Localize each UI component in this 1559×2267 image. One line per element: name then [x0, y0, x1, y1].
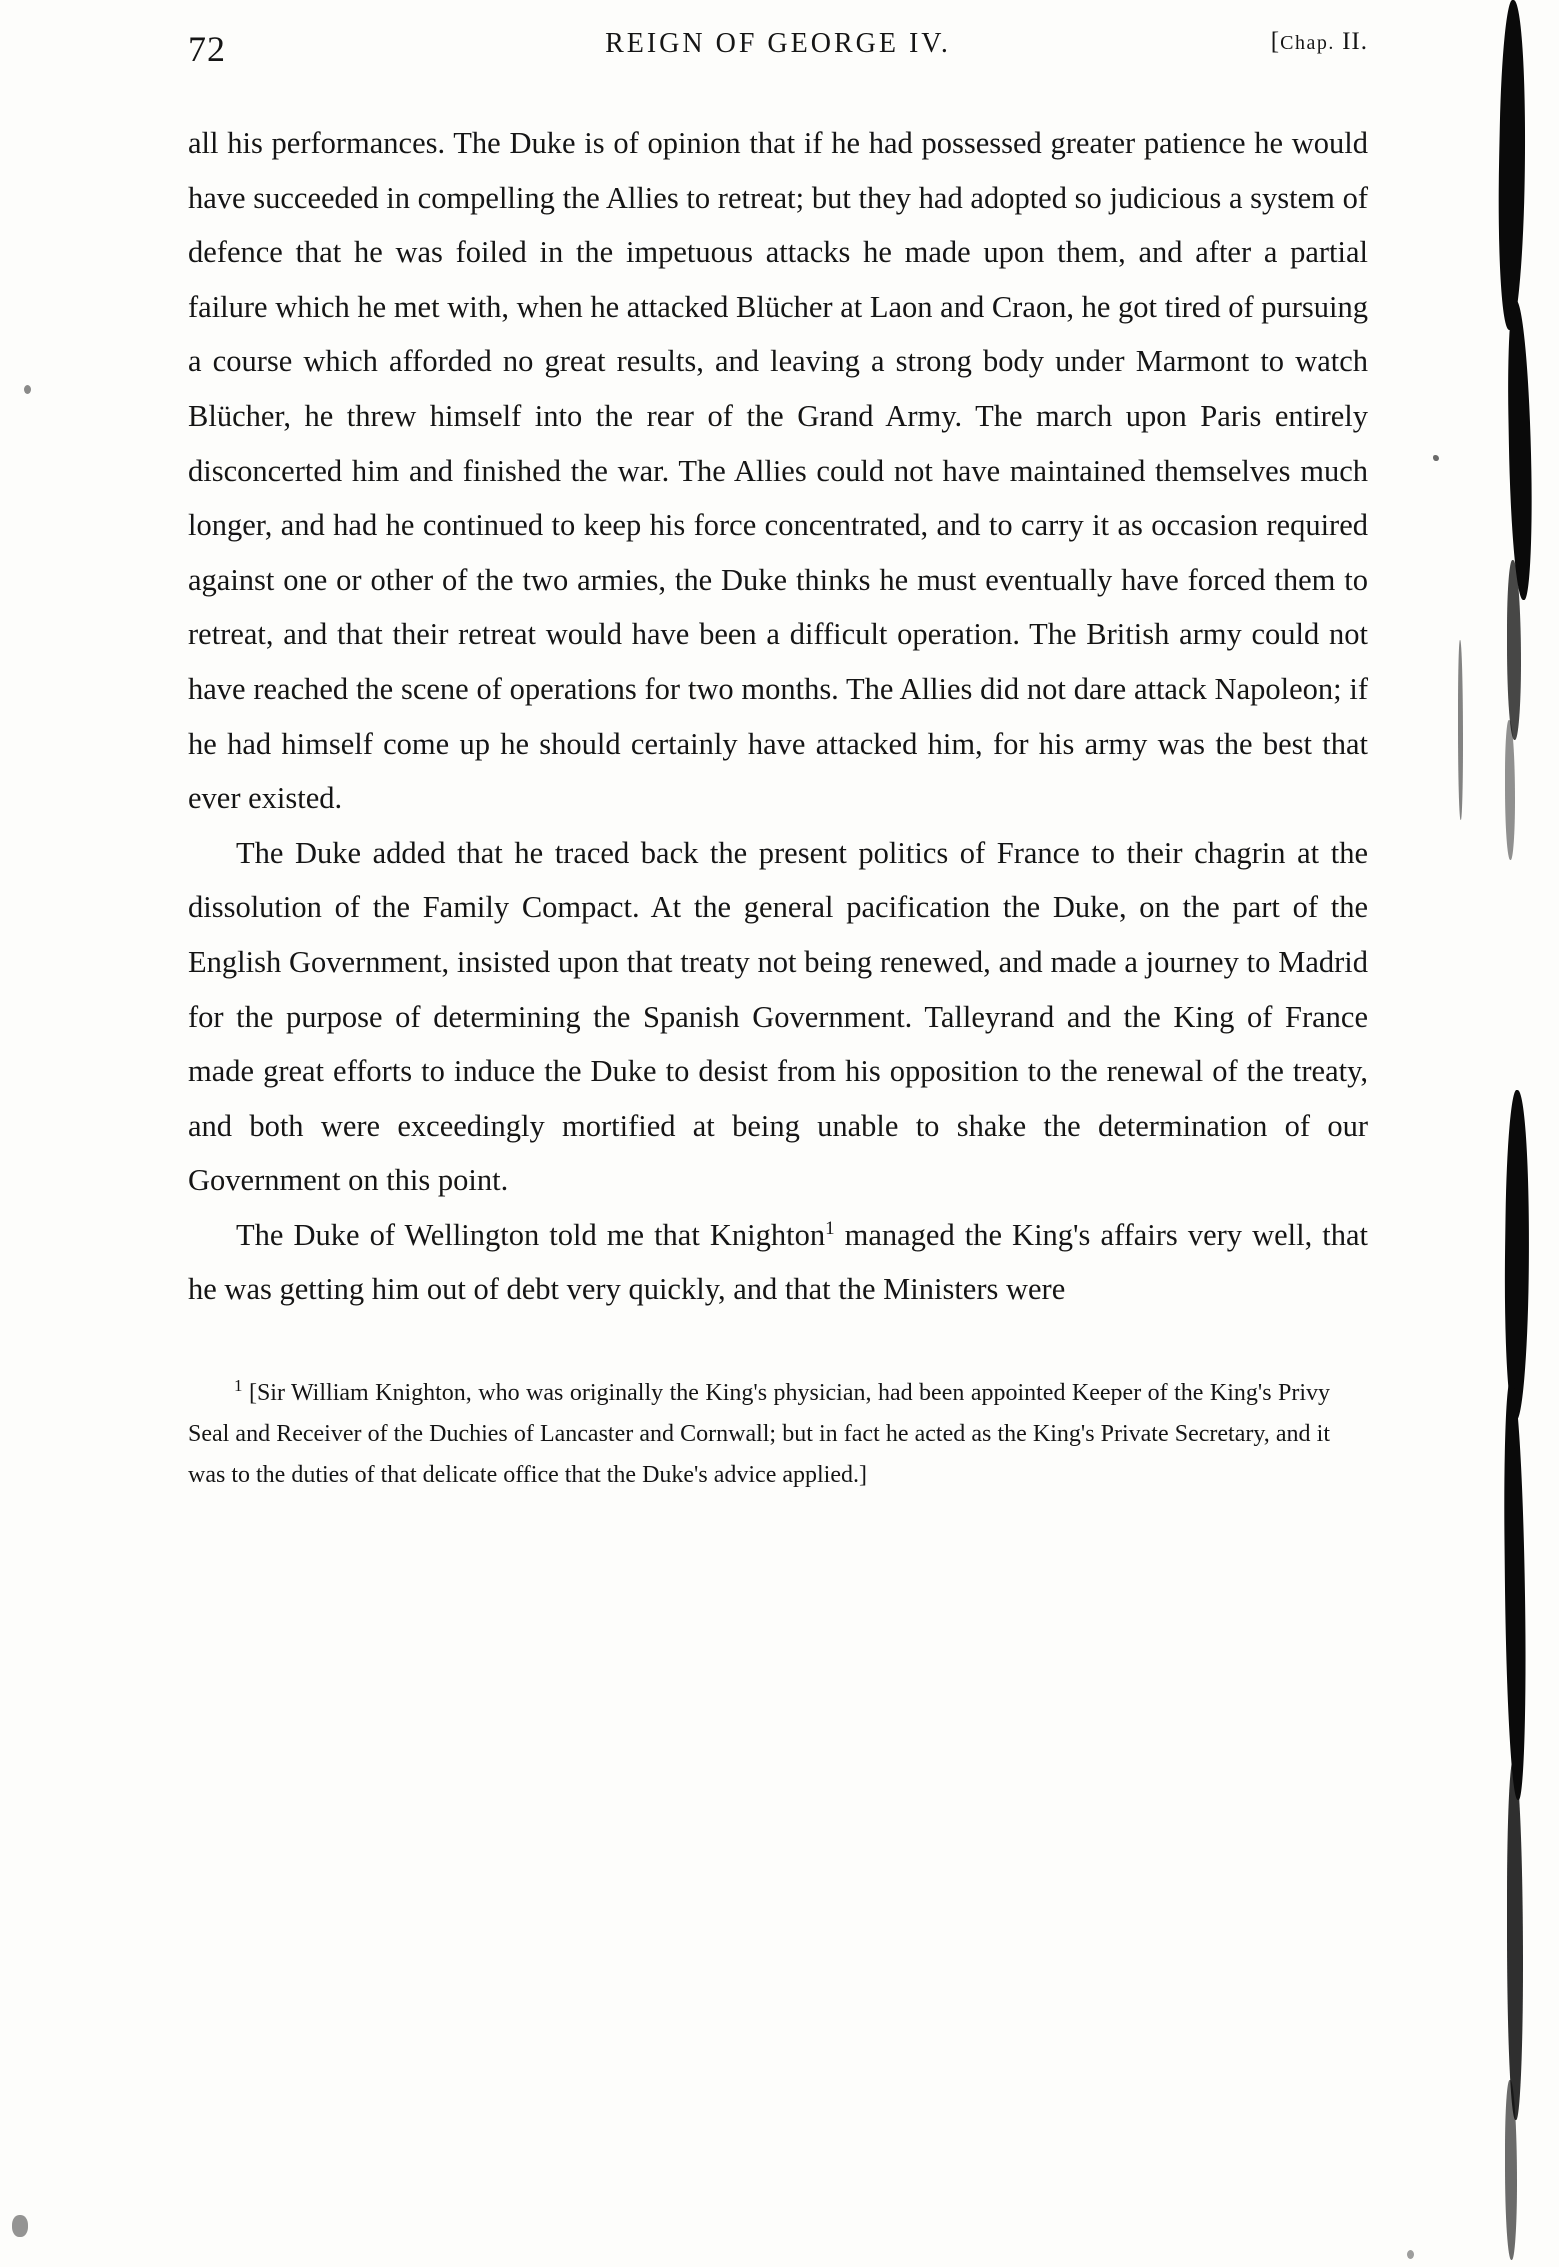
text-column — [188, 28, 1368, 1496]
chapter-marker — [1271, 28, 1368, 56]
running-head — [188, 28, 1368, 82]
paragraph: all his performances. The Duke is of opinion that if he had possessed greater patience he would have succeeded in compelling the Allies to retreat; but they had adopted so judicious a system of defence that he was foiled in the impetuous attacks he made upon them, and after a partial failure which he met with, when he attacked Blücher at Laon and Craon, he got tired of pursuing a course which afforded no great results, and leaving a strong body under Marmont to watch Blücher, he threw himself into the rear of the Grand Army. The march upon Paris entirely disconcerted him and finished the war. The Allies could not have maintained themselves much longer, and had he continued to keep his force concentrated, and to carry it as occasion required against one or other of the two armies, the Duke thinks he must eventually have forced them to retreat, and that their retreat would have been a difficult operation. The British army could not have reached the scene of operations for two months. The Allies did not dare attack Napoleon; if he had himself come up he should certainly have attacked him, for his army was the best that ever existed. — [188, 126, 1368, 816]
footnote-area — [188, 1373, 1330, 1496]
chapter-label: Chap. — [1280, 32, 1335, 54]
scan-speck — [12, 2215, 28, 2237]
footnote-marker: 1 — [234, 1376, 243, 1396]
page-number: 72 — [188, 29, 226, 69]
footnote-text: [Sir William Knighton, who was originally the King's physician, had been appointed Keeper of the King's Privy Seal and Receiver of the Duchies of Lancaster and Cornwall; but in fact he acted as the King's Private Secretary, and it was to the duties of that delicate office that the Duke's advice applied.] — [188, 1380, 1331, 1489]
chapter-number: II. — [1334, 28, 1368, 55]
scan-speck — [24, 385, 31, 394]
paragraph-text-after-ref: managed the King's affairs very well, that he was getting him out of debt very quickly, and that the Ministers were — [188, 1217, 1368, 1307]
paragraph-text-before-ref: The Duke of Wellington told me that Knighton — [236, 1217, 826, 1252]
scan-binding-shadow — [1409, 0, 1559, 2267]
chapter-bracket: [ — [1270, 28, 1281, 55]
paragraph: The Duke added that he traced back the present politics of France to their chagrin at the dissolution of the Family Compact. At the general pacification the Duke, on the part of the English Government, insisted upon that treaty not being renewed, and made a journey to Madrid for the purpose of determining the Spanish Government. Talleyrand and the King of France made great efforts to induce the Duke to desist from his opposition to the renewal of the treaty, and both were exceedingly mortified at being unable to shake the determination of our Government on this point. — [188, 835, 1368, 1198]
footnote-reference-marker[interactable]: 1 — [825, 1217, 835, 1239]
scan-speck — [1407, 2250, 1414, 2259]
body-text — [188, 116, 1368, 1317]
running-title: REIGN OF GEORGE IV. — [605, 28, 951, 59]
footnote — [188, 1373, 1330, 1496]
paragraph-with-footnote-ref — [188, 1208, 1368, 1317]
